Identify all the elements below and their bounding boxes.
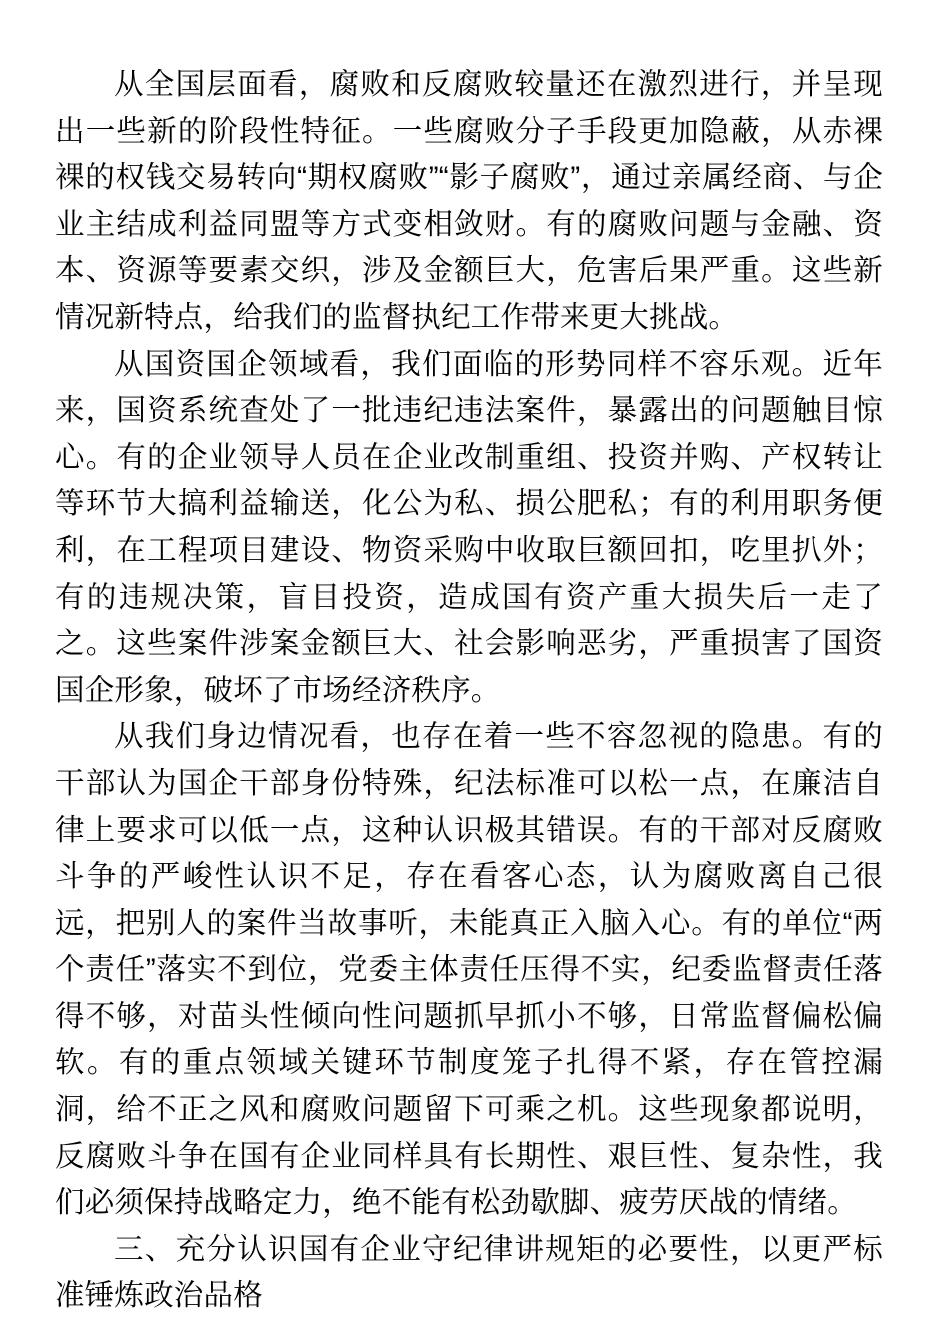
paragraph-around-us: 从我们身边情况看，也存在着一些不容忽视的隐患。有的干部认为国企干部身份特殊，纪法标准可以松一点，在廉洁自律上要求可以低一点，这种认识极其错误。有的干部对反腐败斗争的严峻性认识不足，存在看客心态，认为腐败离自己很远，把别人的案件当故事听，未能真正入脑入心。有的单位“两个责任”落实不到位，党委主体责任压得不实，纪委监督责任落得不够，对苗头性倾向性问题抓早抓小不够，日常监督偏松偏软。有的重点领域关键环节制度笼子扎得不紧，存在管控漏洞，给不正之风和腐败问题留下可乘之机。这些现象都说明，反腐败斗争在国有企业同样具有长期性、艰巨性、复杂性，我们必须保持战略定力，绝不能有松劲歇脚、疲劳厌战的情绪。: [55, 720, 883, 1220]
document-body: [55, 62, 883, 1320]
paragraph-national-level: 从全国层面看，腐败和反腐败较量还在激烈进行，并呈现出一些新的阶段性特征。一些腐败分子手段更加隐蔽，从赤裸裸的权钱交易转向“期权腐败”“影子腐败”，通过亲属经商、与企业主结成利益同盟等方式变相敛财。有的腐败问题与金融、资本、资源等要素交织，涉及金额巨大，危害后果严重。这些新情况新特点，给我们的监督执纪工作带来更大挑战。: [55, 68, 883, 334]
heading-section-three: 三、充分认识国有企业守纪律讲规矩的必要性，以更严标准锤炼政治品格: [55, 1232, 883, 1313]
paragraph-soe-sector: 从国资国企领域看，我们面临的形势同样不容乐观。近年来，国资系统查处了一批违纪违法案件，暴露出的问题触目惊心。有的企业领导人员在企业改制重组、投资并购、产权转让等环节大搞利益输送，化公为私、损公肥私；有的利用职务便利，在工程项目建设、物资采购中收取巨额回扣，吃里扒外；有的违规决策，盲目投资，造成国有资产重大损失后一走了之。这些案件涉案金额巨大、社会影响恶劣，严重损害了国资国企形象，破坏了市场经济秩序。: [55, 347, 883, 707]
